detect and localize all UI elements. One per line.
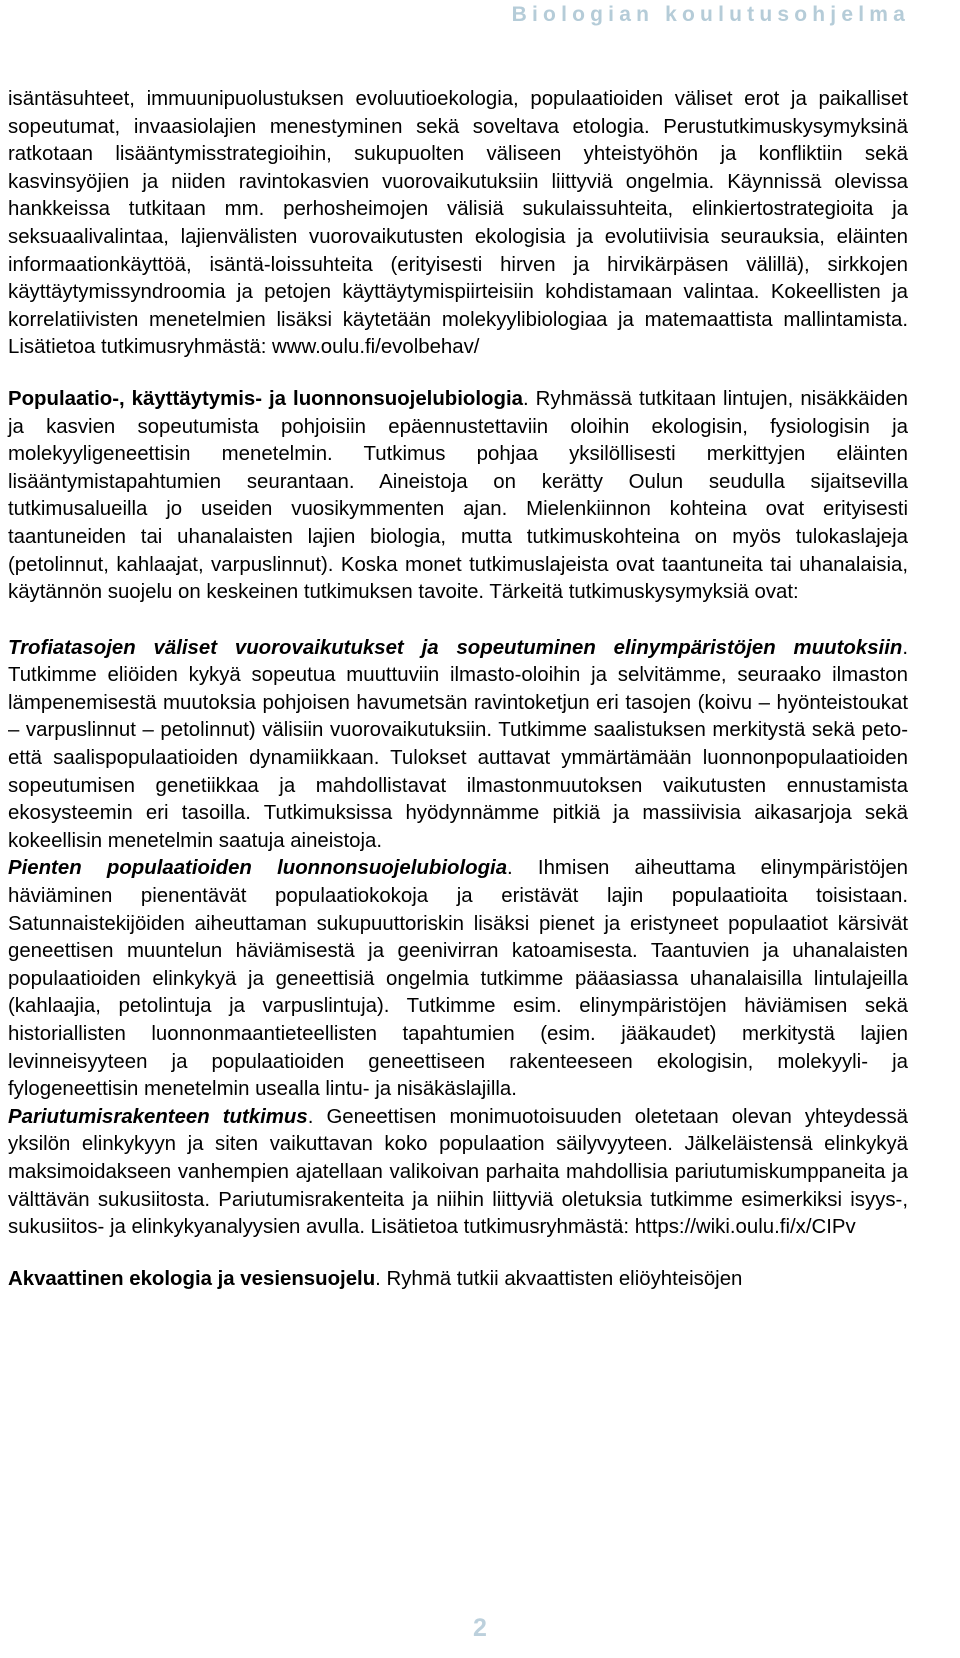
section-heading: Akvaattinen ekologia ja vesiensuojelu [8, 1267, 376, 1290]
subsection-heading: Trofiatasojen väliset vuorovaikutukset ja sopeutuminen elinympäristöjen muutoksiin [8, 636, 903, 659]
section-heading: Populaatio-, käyttäytymis- ja luonnonsuojelubiologia [8, 387, 523, 410]
document-body [8, 86, 908, 1293]
paragraph-evolutionary-ecology [8, 86, 908, 362]
paragraph-population-biology [8, 386, 908, 607]
paragraph-text: . Ryhmä tutkii akvaattisten eliöyhteisöjen [375, 1267, 743, 1290]
paragraph-text: isäntäsuhteet, immuunipuolustuksen evoluutioekologia, populaatioiden väliset erot ja paikalliset sopeutumat, invaasiolajien menestyminen sekä soveltava etologia. Perustutkimuskysymyksinä ratkotaan lisääntymisstrategioihin, sukupuolten väliseen yhteistyöhön ja konfliktiin sekä kasvinsyöjien ja niiden ravintokasvien vuorovaikutuksiin liittyviä ongelmia. Käynnissä olevissa hankkeissa tutkitaan mm. perhosheimojen välisiä sukulaissuhteita, elinkiertostrategioita ja seksuaalivalintaa, lajienvälisten vuorovaikutusten ekologisia ja evolutiivisia seurauksia, eläinten informaationkäyttöä, isäntä-loissuhteita (erityisesti hirven ja hirvikärpäsen välillä), sirkkojen käyttäytymissyndroomia ja petojen käyttäytymispiirteisiin kohdistamaan valintaa. Kokeellisten ja korrelatiivisten menetelmien lisäksi käytetään molekyylibiologiaa ja matemaattista mallintamista. Lisätietoa tutkimusryhmästä: www.oulu.fi/evolbehav/ [8, 88, 908, 359]
paragraph-mating-structure [8, 1104, 908, 1242]
subsection-heading: Pariutumisrakenteen tutkimus [8, 1105, 308, 1128]
paragraph-aquatic-ecology [8, 1266, 908, 1294]
paragraph-text: . Ryhmässä tutkitaan lintujen, nisäkkäiden ja kasvien sopeutumista pohjoisiin epäennustettaviin oloihin ekologisin, fysiologisin ja molekyyligeneettisin menetelmin. Tutkimus pohjaa yksilöllisesti merkittyjen eläinten lisääntymistapahtumien seurantaan. Aineistoja on kerätty Oulun seudulla sijaitsevilla tutkimusalueilla jo useiden vuosikymmenten ajan. Mielenkiinnon kohteina ovat erityisesti taantuneiden tai uhanalaisten lajien biologia, mutta tutkimuskohteina on myös tulokaslajeja (petolinnut, kahlaajat, varpuslinnut). Koska monet tutkimuslajeista ovat taantuneita tai uhanalaisia, käytännön suojelu on keskeinen tutkimuksen tavoite. Tärkeitä tutkimuskysymyksiä ovat: [8, 387, 909, 604]
subsection-heading: Pienten populaatioiden luonnonsuojelubiologia [8, 857, 508, 880]
paragraph-text: . Geneettisen monimuotoisuuden oletetaan olevan yhteydessä yksilön elinkykyyn ja siten vaikuttavan koko populaation säilyvyyteen. Jälkeläistensä elinkykyä maksimoidakseen vanhempien ajatellaan valikoivan parhaita mahdollisia pariutumiskumppaneita ja välttävän sukusiitosta. Pariutumisrakenteita ja niihin liittyviä oletuksia tutkimme esimerkiksi isyys-, sukusiitos- ja elinkykyanalyysien avulla. Lisätietoa tutkimusryhmästä: https://wiki.oulu.fi/x/CIPv [8, 1105, 908, 1239]
running-header: Biologian koulutusohjelma [511, 3, 910, 26]
paragraph-small-populations [8, 855, 908, 1103]
page-number: 2 [473, 1614, 487, 1642]
paragraph-text: . Tutkimme eliöiden kykyä sopeutua muuttuviin ilmasto-oloihin ja selvitämme, seuraako ilmaston lämpenemisestä muutoksia pohjoisen havumetsän ravintoketjun eri tasojen (koivu – hyönteistoukat – varpuslinnut – petolinnut) välisiin vuorovaikutuksiin. Tutkimme saalistuksen merkitystä sekä peto- että saalispopulaatioiden dynamiikkaan. Tulokset auttavat ymmärtämään luonnonpopulaatioiden sopeutumisen genetiikkaa ja mahdollistavat ilmastonmuutoksen vaikutusten ennustamista ekosysteemin eri tasoilla. Tutkimuksissa hyödynnämme pitkiä ja massiivisia aikasarjoja sekä kokeellisin menetelmin saatuja aineistoja. [8, 636, 908, 852]
paragraph-trophic-interactions [8, 635, 908, 856]
paragraph-text: . Ihmisen aiheuttama elinympäristöjen häviäminen pienentävät populaatiokokoja ja eristävät lajin populaatioita toisistaan. Satunnaistekijöiden aiheuttaman sukupuuttoriskin lisäksi pienet ja eristyneet populaatiot kärsivät geneettisen muuntelun häviämisestä ja geenivirran katoamisesta. Taantuvien ja uhanalaisten populaatioiden elinkykyä ja geneettisiä ongelmia tutkimme pääasiassa uhanalaisilla lintulajeilla (kahlaajia, petolintuja ja varpuslintuja). Tutkimme esim. elinympäristöjen häviämisen sekä historiallisten luonnonmaantieteellisten tapahtumien (esim. jääkaudet) merkitystä lajien levinneisyyteen ja populaatioiden geneettiseen rakenteeseen ekologisin, molekyyli- ja fylogeneettisin menetelmin usealla lintu- ja nisäkäslajilla. [8, 857, 908, 1101]
